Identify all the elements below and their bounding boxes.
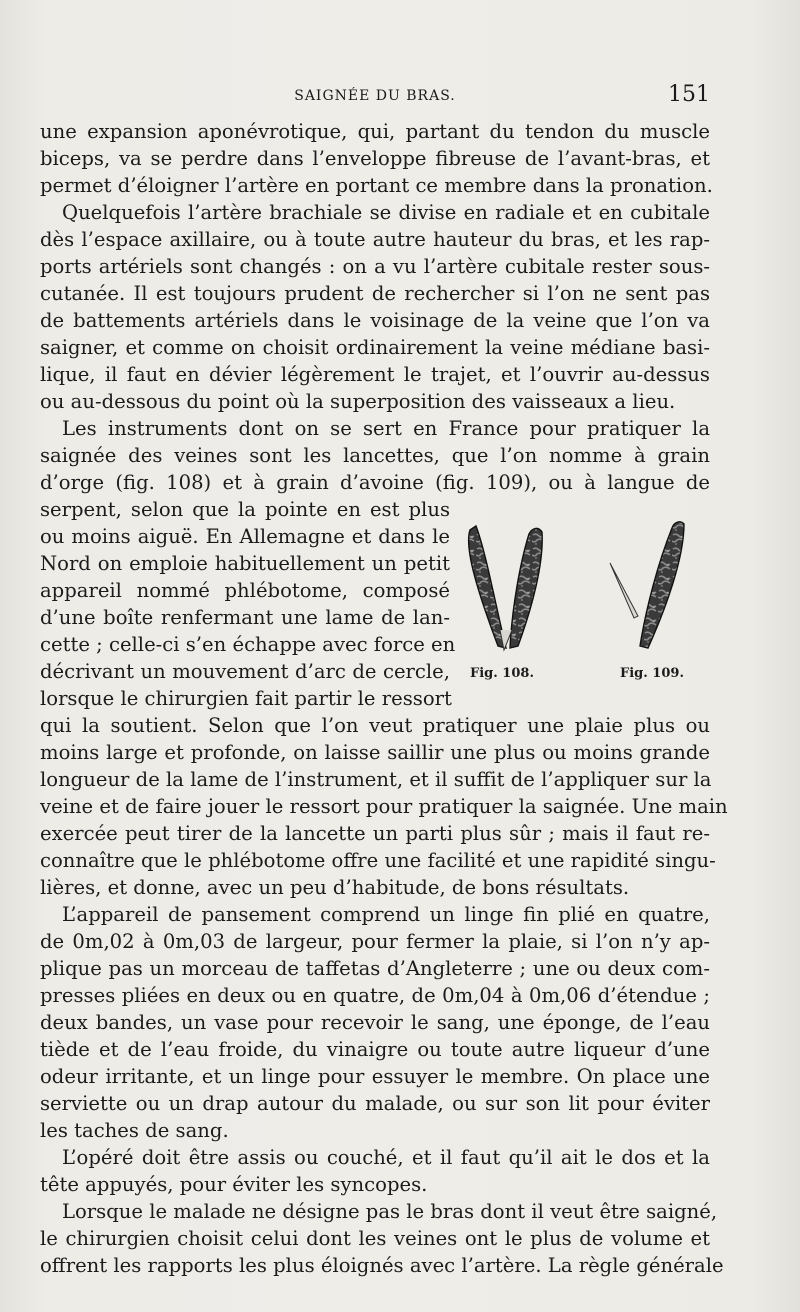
text-line: ou au-dessous du point où la superposition des vaisseaux a lieu.: [40, 390, 676, 413]
text-line: L’appareil de pansement comprend un linge fin plié en quatre,: [62, 903, 710, 926]
fig-109-caption: Fig. 109.: [620, 666, 684, 681]
text-line: qui la soutient. Selon que l’on veut pratiquer une plaie plus ou: [40, 714, 710, 737]
text-line: saignée des veines sont les lancettes, que l’on nomme à grain: [40, 444, 710, 467]
text-line: deux bandes, un vase pour recevoir le sang, une éponge, de l’eau: [40, 1011, 710, 1034]
text-line: de 0m,02 à 0m,03 de largeur, pour fermer la plaie, si l’on n’y ap-: [40, 930, 710, 953]
text-line: serviette ou un drap autour du malade, ou sur son lit pour éviter: [40, 1092, 710, 1115]
text-line: Quelquefois l’artère brachiale se divise en radiale et en cubitale: [62, 201, 710, 224]
text-line: tiède et de l’eau froide, du vinaigre ou toute autre liqueur d’une: [40, 1038, 710, 1061]
text-line: Nord on emploie habituellement un petit: [40, 552, 450, 575]
text-line: une expansion aponévrotique, qui, partant du tendon du muscle: [40, 120, 710, 143]
text-line: connaître que le phlébotome offre une facilité et une rapidité singu-: [40, 849, 716, 872]
text-line: lorsque le chirurgien fait partir le ressort: [40, 687, 452, 710]
text-line: permet d’éloigner l’artère en portant ce membre dans la pronation.: [40, 174, 713, 197]
text-line: appareil nommé phlébotome, composé: [40, 579, 450, 602]
text-line: longueur de la lame de l’instrument, et il suffit de l’appliquer sur la: [40, 768, 712, 791]
text-line: décrivant un mouvement d’arc de cercle,: [40, 660, 450, 683]
text-line: biceps, va se perdre dans l’enveloppe fibreuse de l’avant-bras, et: [40, 147, 710, 170]
page-number: 151: [668, 82, 710, 107]
text-line: odeur irritante, et un linge pour essuyer le membre. On place une: [40, 1065, 710, 1088]
text-line: lique, il faut en dévier légèrement le trajet, et l’ouvrir au-dessus: [40, 363, 710, 386]
text-line: cutanée. Il est toujours prudent de rechercher si l’on ne sent pas: [40, 282, 710, 305]
text-line: d’orge (fig. 108) et à grain d’avoine (fig. 109), ou à langue de: [40, 471, 710, 494]
text-line: plique pas un morceau de taffetas d’Angleterre ; une ou deux com-: [40, 957, 710, 980]
lancet-figures: [462, 518, 707, 688]
text-line: Les instruments dont on se sert en France pour pratiquer la: [62, 417, 710, 440]
text-line: de battements artériels dans le voisinage de la veine que l’on va: [40, 309, 710, 332]
text-line: ou moins aiguë. En Allemagne et dans le: [40, 525, 450, 548]
text-line: tête appuyés, pour éviter les syncopes.: [40, 1173, 428, 1196]
text-line: d’une boîte renfermant une lame de lan-: [40, 606, 450, 629]
text-line: L’opéré doit être assis ou couché, et il faut qu’il ait le dos et la: [62, 1146, 710, 1169]
text-line: exercée peut tirer de la lancette un parti plus sûr ; mais il faut re-: [40, 822, 710, 845]
text-line: ports artériels sont changés : on a vu l’artère cubitale rester sous-: [40, 255, 710, 278]
fig-108-caption: Fig. 108.: [470, 666, 534, 681]
text-line: dès l’espace axillaire, ou à toute autre hauteur du bras, et les rap-: [40, 228, 710, 251]
running-title: SAIGNÉE DU BRAS.: [294, 88, 456, 104]
text-line: Lorsque le malade ne désigne pas le bras dont il veut être saigné,: [62, 1200, 718, 1223]
text-line: presses pliées en deux ou en quatre, de 0m,04 à 0m,06 d’étendue ;: [40, 984, 710, 1007]
running-head: [40, 82, 710, 112]
body-text: [40, 118, 728, 1279]
text-line: veine et de faire jouer le ressort pour pratiquer la saignée. Une main: [40, 795, 728, 818]
fig-108-lancet: [469, 526, 543, 650]
text-line: les taches de sang.: [40, 1119, 229, 1142]
fig-109-lancet: [610, 522, 684, 648]
text-line: cette ; celle-ci s’en échappe avec force en: [40, 633, 456, 656]
text-line: le chirurgien choisit celui dont les veines ont le plus de volume et: [40, 1227, 710, 1250]
text-line: moins large et profonde, on laisse saillir une plus ou moins grande: [40, 741, 710, 764]
text-line: serpent, selon que la pointe en est plus: [40, 498, 450, 521]
text-line: saigner, et comme on choisit ordinairement la veine médiane basi-: [40, 336, 710, 359]
text-line: lières, et donne, avec un peu d’habitude, de bons résultats.: [40, 876, 630, 899]
lancet-illustrations: [462, 518, 707, 663]
text-line: offrent les rapports les plus éloignés avec l’artère. La règle générale: [40, 1254, 724, 1277]
